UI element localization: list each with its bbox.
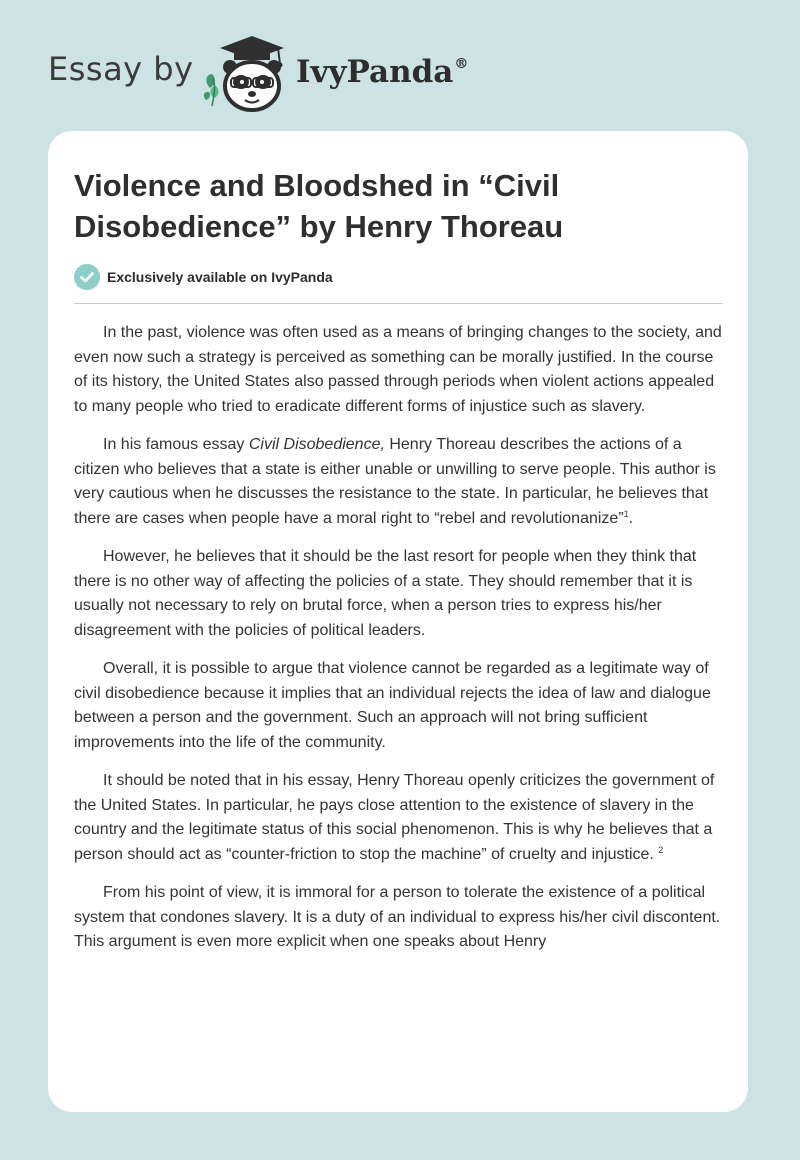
paragraph-2-text-cont: Henry Thoreau describes the actions of a citizen who believes that a state is either unable or unwilling to serve people. This author is very cautious when he discusses the resistance to the state. In particular, he believes that there are cases when people have a moral right to “rebel and revolutionanize” (74, 436, 716, 527)
exclusive-badge-label: Exclusively available on IvyPanda (107, 269, 333, 285)
paragraph-3: However, he believes that it should be the last resort for people when they think that there is no other way of affecting the policies of a state. They should remember that it is usually not necessary to rely on brutal force, when a person tries to express his/her disagreement with the policies of political leaders. (74, 548, 697, 639)
brand-text: IvyPanda (296, 54, 454, 90)
divider (74, 303, 723, 304)
paragraph-2 (74, 433, 726, 531)
footnote-1[interactable]: 1 (623, 508, 629, 519)
brand-name[interactable] (296, 54, 468, 90)
essay-card (48, 131, 748, 1112)
essay-body (74, 321, 726, 969)
site-header (0, 0, 800, 125)
paragraph-2-text: In his famous essay (103, 436, 249, 453)
registered-mark: ® (454, 56, 469, 72)
essay-title: Violence and Bloodshed in “Civil Disobedience” by Henry Thoreau (74, 168, 564, 244)
essay-reference: Civil Disobedience, (248, 436, 385, 453)
paragraph-5-text: It should be noted that in his essay, Henry Thoreau openly criticizes the government of the United States. In particular, he pays close attention to the existence of slavery in the country and the legitimate status of this social phenomenon. This is why he believes that a person should act as “counter-friction to stop the machine” of cruelty and injustice. (74, 772, 715, 863)
paragraph-2-end: . (628, 509, 634, 527)
footnote-2[interactable]: 2 (658, 844, 664, 855)
ivypanda-logo-icon[interactable] (200, 34, 292, 112)
paragraph-6: From his point of view, it is immoral for a person to tolerate the existence of a political system that condones slavery. It is a duty of an individual to express his/her civil discontent. This argument is even more explicit when one speaks about Henry (74, 884, 721, 950)
paragraph-5 (74, 769, 726, 867)
check-icon (74, 264, 100, 290)
paragraph-4: Overall, it is possible to argue that violence cannot be regarded as a legitimate way of civil disobedience because it implies that an individual rejects the idea of law and dialogue between a person and the government. Such an approach will not bring sufficient improvements into the life of the community. (74, 660, 711, 751)
paragraph-1: In the past, violence was often used as a means of bringing changes to the society, and even now such a strategy is perceived as something can be morally justified. In the course of its history, the United States also passed through periods when violent actions appealed to many people who tried to eradicate different forms of injustice such as slavery. (74, 324, 722, 415)
essay-by-label: Essay by (48, 50, 194, 88)
